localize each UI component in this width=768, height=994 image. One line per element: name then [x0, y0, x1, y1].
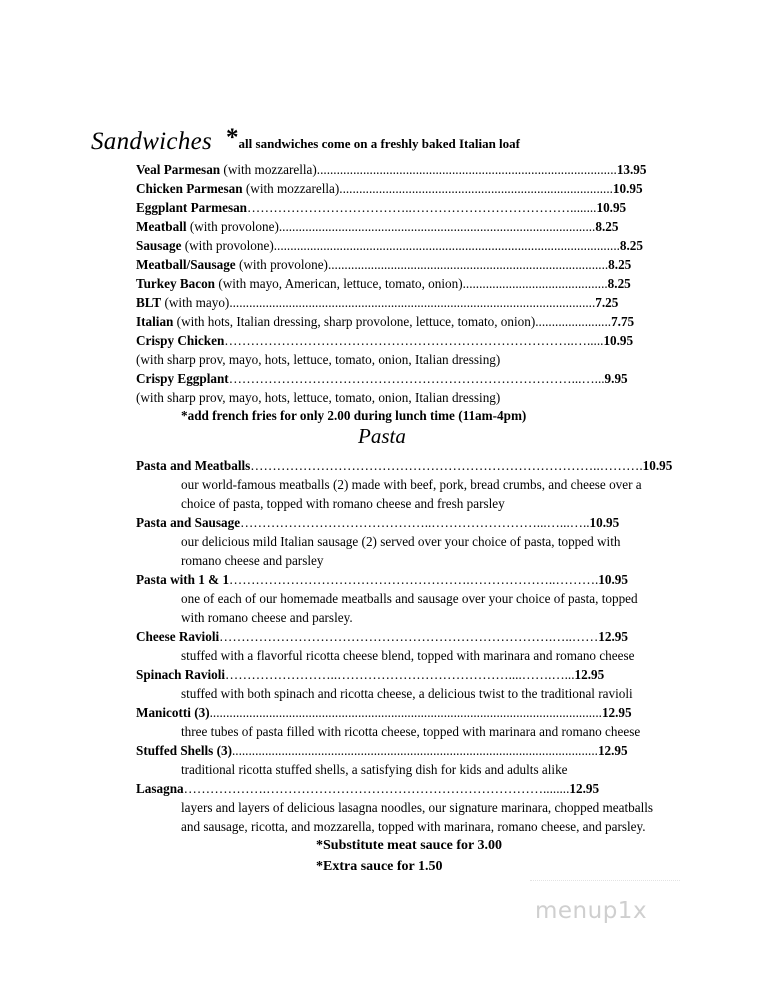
menu-item-desc: one of each of our homemade meatballs and sausage over your choice of pasta, topped	[181, 591, 638, 606]
sandwiches-note: all sandwiches come on a freshly baked Italian loaf	[238, 136, 520, 151]
menu-item: Veal Parmesan (with mozzarella)...........................................................................................13.95	[136, 162, 647, 177]
menu-item: Pasta and Meatballs……………………………………………………………………..……….10.95	[136, 458, 673, 473]
menu-item: Meatball (with provolone)................................................................................................8.25	[136, 219, 619, 234]
menu-item: Chicken Parmesan (with mozzarella)...................................................................................10.95	[136, 181, 643, 196]
fries-note: *add french fries for only 2.00 during lunch time (11am-4pm)	[181, 408, 527, 423]
menu-item-desc: our delicious mild Italian sausage (2) served over your choice of pasta, topped with	[181, 534, 621, 549]
menu-item-desc: with romano cheese and parsley.	[181, 610, 353, 625]
watermark-divider	[530, 880, 680, 891]
menu-item-subtext: (with sharp prov, mayo, hots, lettuce, tomato, onion, Italian dressing)	[136, 390, 501, 405]
menu-item: Meatball/Sausage (with provolone).....................................................................................8.25	[136, 257, 632, 272]
menu-item: Sausage (with provolone).........................................................................................................8.25	[136, 238, 643, 253]
extra-sauce-note: *Extra sauce for 1.50	[316, 859, 443, 874]
menu-item: Stuffed Shells (3)...............................................................................................................12.95	[136, 743, 628, 758]
menupix-watermark: menup1x	[535, 898, 648, 924]
sandwiches-header	[91, 124, 520, 156]
menu-item: Pasta with 1 & 1……………………………………………….………………..……….10.95	[136, 572, 628, 587]
menu-item: Turkey Bacon (with mayo, American, lettuce, tomato, onion)............................................8.25	[136, 276, 631, 291]
menu-item-desc: three tubes of pasta filled with ricotta cheese, topped with marinara and romano cheese	[181, 724, 641, 739]
menu-item: Manicotti (3).......................................................................................................................12.95	[136, 705, 632, 720]
pasta-title: Pasta	[358, 424, 406, 448]
menu-item: Spinach Ravioli……………………..…………………………………....…….…...12.95	[136, 667, 605, 682]
sandwiches-title: Sandwiches	[91, 128, 213, 155]
meat-sauce-note: *Substitute meat sauce for 3.00	[316, 838, 503, 853]
menu-item-desc: our world-famous meatballs (2) made with beef, pork, bread crumbs, and cheese over a	[181, 477, 642, 492]
menu-item-desc: stuffed with a flavorful ricotta cheese blend, topped with marinara and romano cheese	[181, 648, 635, 663]
menu-item-desc: layers and layers of delicious lasagna noodles, our signature marinara, chopped meatballs	[181, 800, 654, 815]
menu-item: Crispy Eggplant……………………………………………………………………...…...9.95	[136, 371, 628, 386]
menu-item: BLT (with mayo)...............................................................................................................7.25	[136, 295, 619, 310]
menu-item: Eggplant Parmesan………………………………..………………………………........10.95	[136, 200, 627, 215]
menu-item-desc: traditional ricotta stuffed shells, a satisfying dish for kids and adults alike	[181, 762, 568, 777]
menu-item-desc: romano cheese and parsley	[181, 553, 324, 568]
menu-item: Cheese Ravioli………………………………………………………………….…..……12.95	[136, 629, 628, 644]
menu-item: Crispy Chicken……………………………………………………………………..….....10.95	[136, 333, 634, 348]
menu-item: Pasta and Sausage……………………………………..……………………...…...…..10.95	[136, 515, 620, 530]
menu-item: Lasagna……………….………………………………………………………........12.95	[136, 781, 600, 796]
menu-item-desc: and sausage, ricotta, and mozzarella, topped with marinara, romano cheese, and parsley.	[181, 819, 646, 834]
menu-item-desc: stuffed with both spinach and ricotta cheese, a delicious twist to the traditional ravioli	[181, 686, 633, 701]
menu-item: Italian (with hots, Italian dressing, sharp provolone, lettuce, tomato, onion).......................7.75	[136, 314, 635, 329]
sandwiches-star: *	[226, 124, 239, 151]
menu-item-subtext: (with sharp prov, mayo, hots, lettuce, tomato, onion, Italian dressing)	[136, 352, 501, 367]
menu-item-desc: choice of pasta, topped with romano cheese and fresh parsley	[181, 496, 505, 511]
